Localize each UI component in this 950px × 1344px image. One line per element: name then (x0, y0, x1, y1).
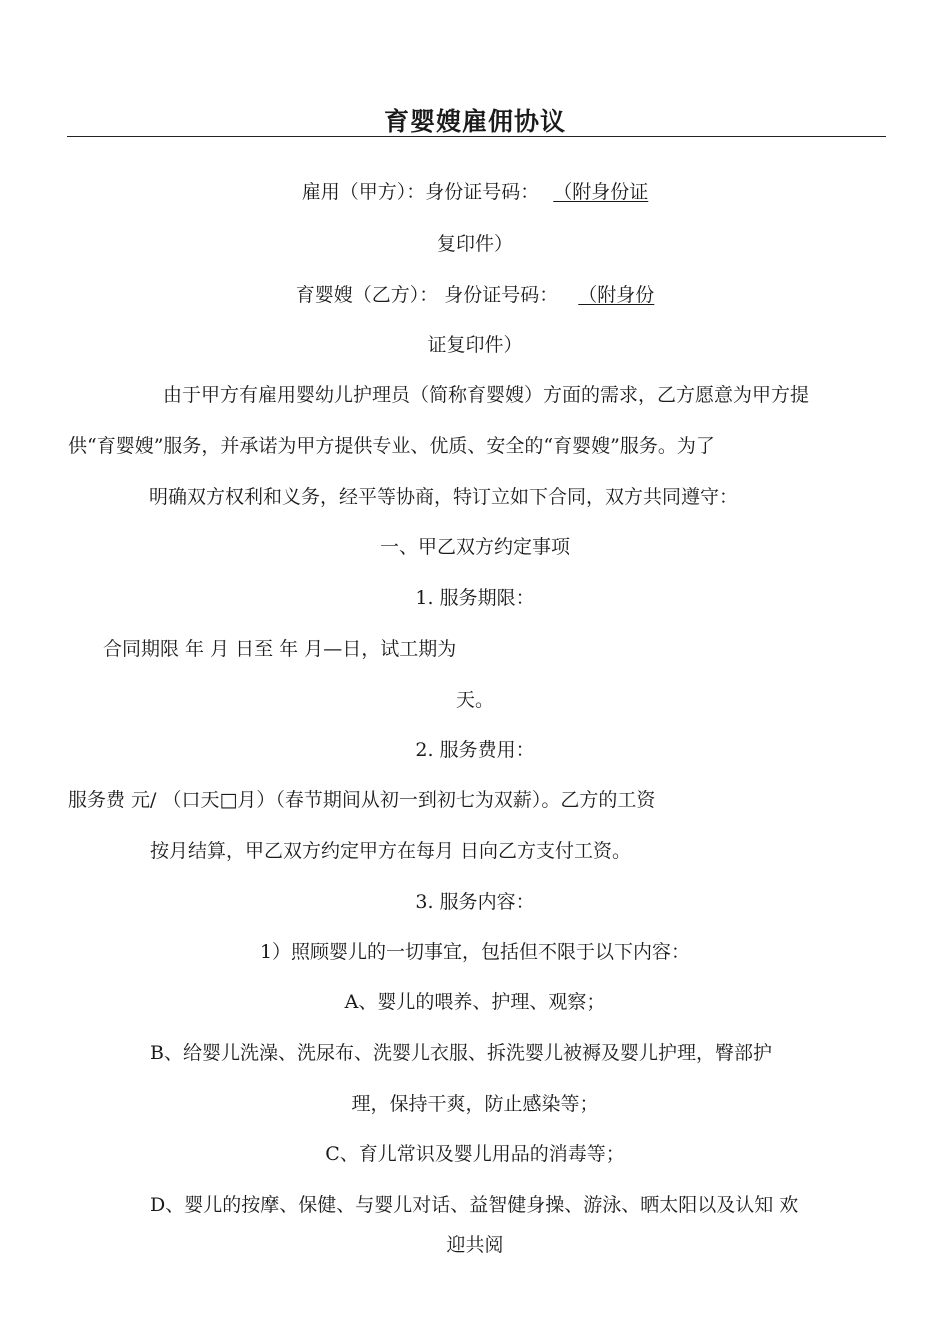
service-item-b-line-2: 理，保持干爽，防止感染等； (351, 1093, 599, 1115)
party-b-id-note: （附身份 (578, 284, 655, 306)
service-item-d: D、婴儿的按摩、保健、与婴儿对话、益智健身操、游泳、晒太阳以及认知 欢 (150, 1194, 799, 1216)
title-underline (67, 136, 886, 137)
footer-watermark-text: 迎共阅 (446, 1234, 504, 1256)
fee-line-2: 按月结算，甲乙双方约定甲方在每月 日向乙方支付工资。 (150, 840, 632, 862)
preamble-line-1: 由于甲方有雇用婴幼儿护理员（简称育婴嫂）方面的需求，乙方愿意为甲方提 (163, 384, 810, 406)
contract-term-line: 合同期限 年 月 日至 年 月—日，试工期为 (103, 638, 457, 660)
contract-term-continuation: 天。 (455, 689, 494, 711)
document-title: 育婴嫂雇佣协议 (383, 107, 566, 136)
party-a-continuation: 复印件） (436, 233, 513, 255)
service-content-intro: 1）照顾婴儿的一切事宜，包括但不限于以下内容： (259, 941, 691, 963)
preamble-line-2: 供“育婴嫂”服务，并承诺为甲方提供专业、优质、安全的“育婴嫂”服务。为了 (68, 435, 715, 457)
party-a-label: 雇用（甲方）：身份证号码： (301, 181, 540, 203)
preamble-line-3: 明确双方权利和义务，经平等协商，特订立如下合同，双方共同遵守： (149, 486, 739, 508)
service-item-c: C、育儿常识及婴儿用品的消毒等； (325, 1143, 625, 1165)
item-3-heading: 3. 服务内容： (415, 891, 535, 913)
fee-line-1: 服务费 元/ （口天□月）（春节期间从初一到初七为双薪）。乙方的工资 (68, 789, 656, 811)
party-b-label: 育婴嫂（乙方）： 身份证号码： (295, 284, 559, 306)
party-b-continuation: 证复印件） (427, 334, 523, 356)
party-a-id-note: （附身份证 (553, 181, 649, 203)
item-1-heading: 1. 服务期限： (415, 587, 535, 609)
service-item-a: A、婴儿的喂养、护理、观察； (344, 991, 606, 1013)
section-heading: 一、甲乙双方约定事项 (379, 536, 570, 558)
item-2-heading: 2. 服务费用： (415, 739, 535, 761)
party-a-line (0, 180, 950, 204)
party-b-line (0, 283, 950, 307)
service-item-b-line-1: B、给婴儿洗澡、洗尿布、洗婴儿衣服、拆洗婴儿被褥及婴儿护理，臀部护 (150, 1042, 772, 1064)
